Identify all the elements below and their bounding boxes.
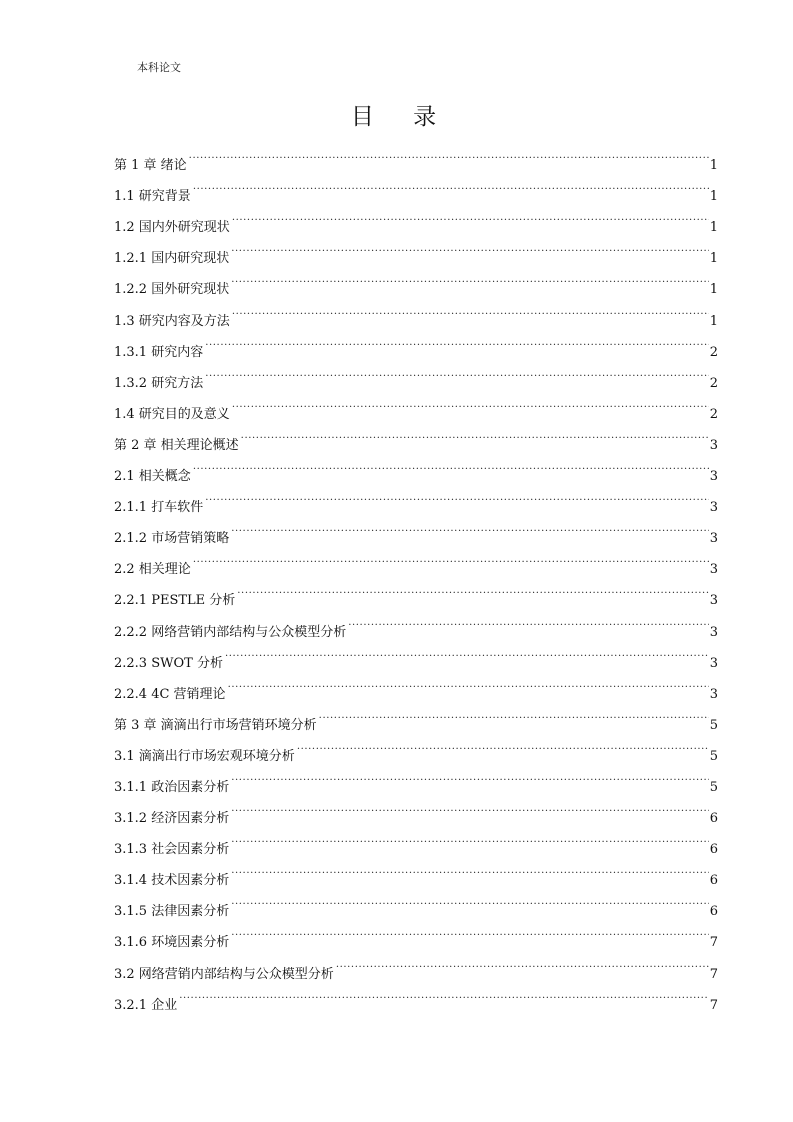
toc-entry-page: 3: [709, 469, 718, 485]
toc-leader-dots: [231, 231, 709, 262]
toc-leader-dots: [205, 356, 709, 387]
toc-entry-page: 3: [709, 686, 718, 702]
toc-entry-label: 第 3 章 滴滴出行市场营销环境分析: [114, 717, 317, 733]
toc-leader-dots: [193, 542, 709, 573]
toc-entry-label: 1.2 国内外研究现状: [114, 220, 230, 236]
toc-entry-page: 1: [709, 220, 718, 236]
toc-entry-page: 1: [709, 189, 718, 205]
toc-leader-dots: [231, 822, 709, 853]
toc-leader-dots: [225, 636, 709, 667]
toc-leader-dots: [193, 169, 709, 200]
page-header: 本科论文: [137, 61, 181, 74]
toc-leader-dots: [189, 138, 709, 169]
toc-entry-label: 2.2 相关理论: [114, 562, 191, 578]
toc-leader-dots: [228, 667, 709, 698]
toc-leader-dots: [231, 853, 709, 884]
toc-entry-label: 2.2.1 PESTLE 分析: [114, 593, 236, 609]
toc-entry-page: 3: [709, 531, 718, 547]
toc-entry-page: 6: [709, 811, 718, 827]
toc-entry-page: 1: [709, 313, 718, 329]
toc-leader-dots: [237, 573, 708, 604]
toc-leader-dots: [232, 200, 709, 231]
toc-entry-page: 6: [709, 873, 718, 889]
toc-entry-page: 3: [709, 562, 718, 578]
toc-entry-label: 2.1 相关概念: [114, 469, 191, 485]
toc-entry-page: 5: [709, 779, 718, 795]
toc-entry[interactable]: [114, 387, 718, 422]
toc-leader-dots: [232, 387, 709, 418]
toc-entry-page: 6: [709, 842, 718, 858]
toc-entry-page: 1: [709, 158, 718, 174]
toc-entry[interactable]: [114, 542, 718, 578]
toc-entry[interactable]: [114, 978, 718, 1013]
toc-entry-label: 1.3.1 研究内容: [114, 344, 204, 360]
toc-leader-dots: [205, 325, 709, 356]
toc-entry-label: 3.1 滴滴出行市场宏观环境分析: [114, 748, 295, 764]
toc-entry[interactable]: [114, 480, 718, 516]
toc-entry[interactable]: [114, 573, 718, 609]
toc-leader-dots: [193, 449, 709, 480]
table-of-contents: [114, 138, 718, 1013]
toc-entry-label: 3.1.1 政治因素分析: [114, 779, 230, 795]
toc-entry-label: 3.1.6 环境因素分析: [114, 935, 230, 951]
toc-entry-label: 3.1.4 技术因素分析: [114, 873, 230, 889]
toc-leader-dots: [231, 915, 709, 946]
toc-leader-dots: [231, 262, 709, 293]
toc-leader-dots: [179, 978, 709, 1009]
toc-entry-page: 3: [709, 655, 718, 671]
toc-entry-page: 7: [709, 997, 718, 1013]
toc-entry[interactable]: [114, 138, 718, 174]
toc-entry-label: 1.2.1 国内研究现状: [114, 251, 230, 267]
toc-entry-label: 3.1.5 法律因素分析: [114, 904, 230, 920]
toc-entry-label: 2.2.4 4C 营销理论: [114, 686, 226, 702]
toc-leader-dots: [231, 791, 709, 822]
toc-entry-label: 1.1 研究背景: [114, 189, 191, 205]
toc-entry-label: 3.2.1 企业: [114, 997, 178, 1013]
toc-leader-dots: [231, 884, 709, 915]
toc-entry-page: 5: [709, 717, 718, 733]
toc-entry[interactable]: [114, 200, 718, 236]
toc-entry-page: 3: [709, 500, 718, 516]
toc-entry-label: 1.2.2 国外研究现状: [114, 282, 230, 298]
toc-entry-page: 1: [709, 282, 718, 298]
toc-entry-page: 2: [709, 375, 718, 391]
toc-entry[interactable]: [114, 356, 718, 391]
toc-leader-dots: [231, 760, 709, 791]
toc-leader-dots: [232, 293, 709, 324]
toc-leader-dots: [348, 604, 709, 635]
toc-entry-label: 2.1.1 打车软件: [114, 500, 204, 516]
toc-leader-dots: [336, 946, 709, 977]
toc-leader-dots: [205, 480, 709, 511]
toc-entry-label: 2.2.2 网络营销内部结构与公众模型分析: [114, 624, 347, 640]
toc-entry-page: 3: [709, 437, 718, 453]
toc-leader-dots: [319, 698, 709, 729]
toc-entry-page: 7: [709, 935, 718, 951]
toc-entry-label: 第 1 章 绪论: [114, 158, 187, 174]
toc-entry-label: 2.2.3 SWOT 分析: [114, 655, 223, 671]
toc-entry-page: 3: [709, 593, 718, 609]
toc-entry-label: 3.1.3 社会因素分析: [114, 842, 230, 858]
toc-entry-page: 2: [709, 406, 718, 422]
toc-entry-label: 1.3 研究内容及方法: [114, 313, 230, 329]
toc-entry[interactable]: [114, 511, 718, 547]
toc-entry-page: 3: [709, 624, 718, 640]
toc-entry[interactable]: [114, 449, 718, 485]
toc-entry[interactable]: [114, 169, 718, 205]
toc-entry-label: 1.4 研究目的及意义: [114, 406, 230, 422]
toc-entry-label: 第 2 章 相关理论概述: [114, 437, 239, 453]
toc-entry-label: 3.2 网络营销内部结构与公众模型分析: [114, 966, 334, 982]
toc-leader-dots: [297, 729, 709, 760]
toc-entry-label: 3.1.2 经济因素分析: [114, 811, 230, 827]
page-title: 目 录: [350, 104, 453, 130]
toc-entry[interactable]: [114, 325, 718, 360]
toc-entry-page: 6: [709, 904, 718, 920]
toc-leader-dots: [231, 511, 709, 542]
toc-entry-label: 1.3.2 研究方法: [114, 375, 204, 391]
toc-entry-page: 5: [709, 748, 718, 764]
toc-entry-page: 2: [709, 344, 718, 360]
toc-entry-page: 1: [709, 251, 718, 267]
toc-entry-label: 2.1.2 市场营销策略: [114, 531, 230, 547]
toc-entry-page: 7: [709, 966, 718, 982]
toc-leader-dots: [241, 418, 709, 449]
